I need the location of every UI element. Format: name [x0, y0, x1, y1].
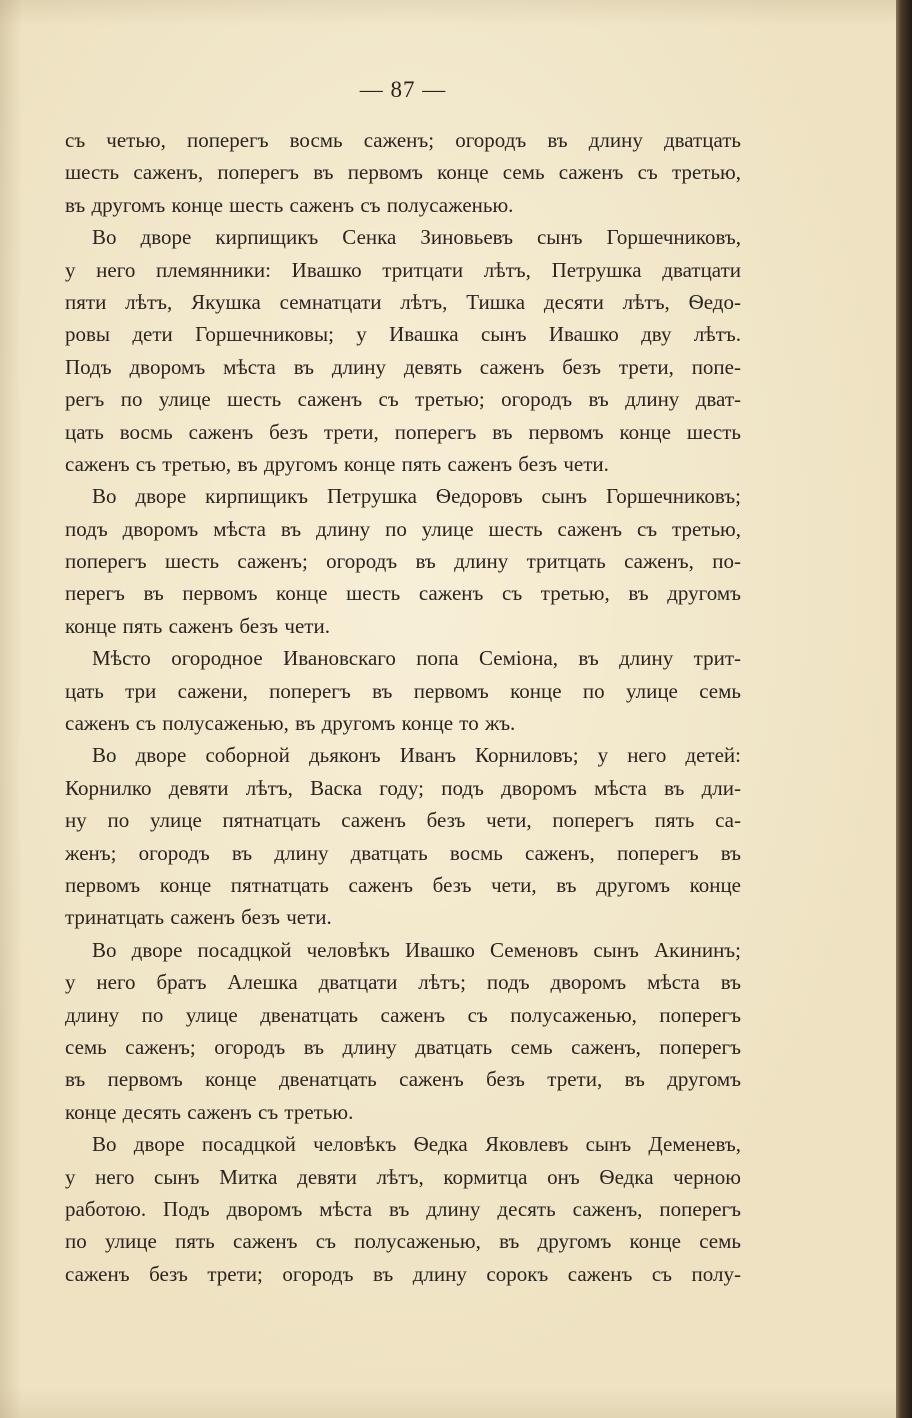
- text-line: Во дворе кирпищикъ Сенка Зиновьевъ сынъ Горшечниковъ,: [92, 225, 741, 250]
- paragraph: [65, 739, 741, 933]
- text-line: шесть саженъ, поперегъ въ первомъ конце семь саженъ съ третью,: [65, 160, 741, 185]
- text-line: ровы дети Горшечниковы; у Ивашка сынъ Ивашко дву лѣтъ.: [65, 322, 741, 347]
- text-line: женъ; огородъ въ длину дватцать восмь саженъ, поперегъ въ: [65, 840, 741, 865]
- text-line: Подъ дворомъ мѣста въ длину девять саженъ безъ трети, попе-: [65, 354, 741, 379]
- text-line: саженъ съ третью, въ другомъ конце пять саженъ безъ чети.: [65, 451, 609, 476]
- text-line: цать восмь саженъ безъ трети, поперегъ въ первомъ конце шесть: [65, 419, 741, 444]
- paragraph: [65, 124, 741, 221]
- scan-binding-edge: [896, 0, 912, 1418]
- text-line: регъ по улице шесть саженъ съ третью; огородъ въ длину дват-: [65, 387, 741, 412]
- text-line: первомъ конце пятнатцать саженъ безъ чети, въ другомъ конце: [65, 872, 741, 897]
- page-text: [65, 124, 741, 1290]
- text-line: ну по улице пятнатцать саженъ безъ чети, поперегъ пять са-: [65, 808, 741, 833]
- text-line: Во дворе посадцкой человѣкъ Ѳедка Яковлевъ сынъ Деменевъ,: [92, 1132, 741, 1157]
- text-line: въ другомъ конце шесть саженъ съ полусаженью.: [65, 192, 514, 217]
- paragraph: [65, 221, 741, 480]
- text-line: подъ дворомъ мѣста въ длину по улице шесть саженъ съ третью,: [65, 516, 741, 541]
- text-line: саженъ съ полусаженью, въ другомъ конце то жъ.: [65, 711, 516, 736]
- text-line: въ первомъ конце двенатцать саженъ безъ трети, въ другомъ: [65, 1067, 741, 1092]
- text-line: саженъ безъ трети; огородъ въ длину сорокъ саженъ съ полу-: [65, 1261, 741, 1286]
- text-line: съ четью, поперегъ восмь саженъ; огородъ въ длину дватцать: [65, 128, 741, 152]
- text-line: поперегъ шесть саженъ; огородъ въ длину тритцать саженъ, по-: [65, 549, 741, 574]
- text-line: цать три сажени, поперегъ въ первомъ конце по улице семь: [65, 678, 741, 703]
- text-line: тринатцать саженъ безъ чети.: [65, 905, 332, 930]
- text-line: Во дворе посадцкой человѣкъ Ивашко Семеновъ сынъ Акининъ;: [92, 937, 741, 962]
- text-line: у него сынъ Митка девяти лѣтъ, кормитца онъ Ѳедка черною: [65, 1164, 741, 1189]
- text-line: Во дворе соборной дьяконъ Иванъ Корниловъ; у него детей:: [92, 743, 741, 768]
- paragraph: [65, 934, 741, 1128]
- page-number: — 87 —: [359, 77, 447, 102]
- text-line: у него братъ Алешка дватцати лѣтъ; подъ дворомъ мѣста въ: [65, 970, 741, 995]
- paragraph: [65, 642, 741, 739]
- paragraph: [65, 1128, 741, 1290]
- text-line: конце пять саженъ безъ чети.: [65, 613, 330, 638]
- text-line: работою. Подъ дворомъ мѣста въ длину десять саженъ, поперегъ: [65, 1196, 741, 1221]
- text-line: по улице пять саженъ съ полусаженью, въ другомъ конце семь: [65, 1229, 741, 1254]
- paragraph: [65, 480, 741, 642]
- text-line: у него племянники: Ивашко тритцати лѣтъ, Петрушка дватцати: [65, 257, 741, 282]
- text-line: конце десять саженъ съ третью.: [65, 1099, 354, 1124]
- text-line: пяти лѣтъ, Якушка семнатцати лѣтъ, Тишка десяти лѣтъ, Ѳедо-: [65, 289, 741, 314]
- text-line: Корнилко девяти лѣтъ, Васка году; подъ дворомъ мѣста въ дли-: [65, 775, 741, 800]
- text-line: семь саженъ; огородъ въ длину дватцать семь саженъ, поперегъ: [65, 1034, 741, 1059]
- text-line: Во дворе кирпищикъ Петрушка Ѳедоровъ сынъ Горшечниковъ;: [92, 484, 741, 509]
- text-line: длину по улице двенатцать саженъ съ полусаженью, поперегъ: [65, 1002, 741, 1027]
- text-line: перегъ въ первомъ конце шесть саженъ съ третью, въ другомъ: [65, 581, 741, 606]
- text-line: Мѣсто огородное Ивановскаго попа Семіона, въ длину трит-: [92, 646, 741, 671]
